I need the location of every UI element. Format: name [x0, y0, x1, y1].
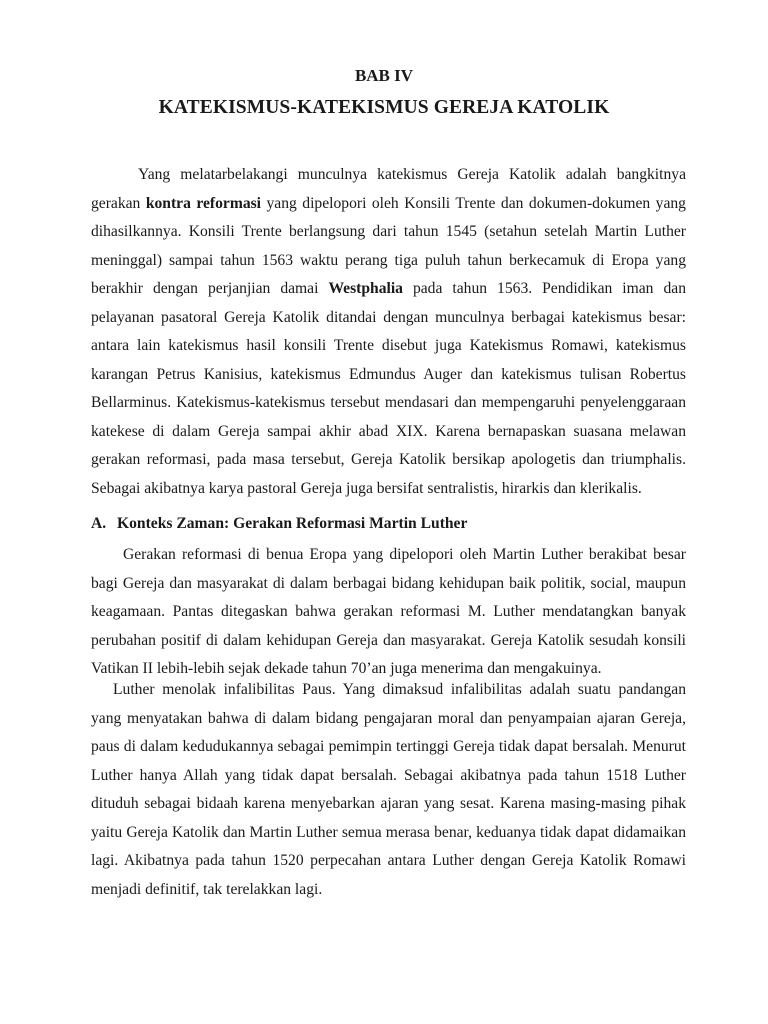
section-a-paragraph-2: Luther menolak infalibilitas Paus. Yang dimaksud infalibilitas adalah suatu pandangan yang menyatakan bahwa di dalam bidang pengajaran moral dan penyampaian ajaran Gereja, paus di dalam kedudukannya sebagai pemimpin tertinggi Gereja tidak dapat bersalah. Menurut Luther hanya Allah yang tidak dapat bersalah. Sebagai akibatnya pada tahun 1518 Luther dituduh sebagai bidaah karena menyebarkan ajaran yang sesat. Karena masing-masing pihak yaitu Gereja Katolik dan Martin Luther semua merasa benar, keduanya tidak dapat didamaikan lagi. Akibatnya pada tahun 1520 perpecahan antara Luther dengan Gereja Katolik Romawi menjadi definitif, tak terelakkan lagi.	[91, 681, 686, 898]
intro-text-part-1: Yang melatarbelakangi munculnya katekismus Gereja Katolik adalah bangkitnya gerakan	[91, 166, 686, 212]
document-title: KATEKISMUS-KATEKISMUS GEREJA KATOLIK	[158, 97, 610, 118]
intro-text-part-3: pada tahun 1563. Pendidikan iman dan pelayanan pasatoral Gereja Katolik ditandai dengan munculnya berbagai katekismus besar: antara lain katekismus hasil konsili Trente disebut juga Katekismus Romawi, katekismus karangan Petrus Kanisius, katekismus Edmundus Auger dan katekismus tulisan Robertus Bellarminus. Katekismus-katekismus tersebut mendasari dan mempengaruhi penyelenggaraan katekese di dalam Gereja sampai akhir abad XIX. Karena bernapaskan suasana melawan gerakan reformasi, pada masa tersebut, Gereja Katolik bersikap apologetis dan triumphalis. Sebagai akibatnya karya pastoral Gereja juga bersifat sentralistis, hirarkis dan klerikalis.	[91, 280, 686, 497]
bold-term-westphalia: Westphalia	[328, 280, 403, 297]
section-a-heading	[91, 515, 467, 533]
section-title: Konteks Zaman: Gerakan Reformasi Martin Luther	[117, 515, 468, 532]
intro-text-part-2: yang dipelopori oleh Konsili Trente dan dokumen-dokumen yang dihasilkannya. Konsili Trente berlangsung dari tahun 1545 (setahun setelah Martin Luther meninggal) sampai tahun 1563 waktu perang tiga puluh tahun berkecamuk di Eropa yang berakhir dengan perjanjian damai	[91, 194, 686, 297]
bold-term-kontra-reformasi: kontra reformasi	[145, 194, 262, 212]
intro-paragraph	[91, 161, 686, 503]
section-a-paragraph-1: Gerakan reformasi di benua Eropa yang dipelopori oleh Martin Luther berakibat besar bagi Gereja dan masyarakat di dalam berbagai bidang kehidupan baik politik, social, maupun keagamaan. Pantas ditegaskan bahwa gerakan reformasi M. Luther mendatangkan banyak perubahan positif di dalam kehidupan Gereja dan masyarakat. Gereja Katolik sesudah konsili Vatikan II lebih-lebih sejak dekade tahun 70’an juga menerima dan mengakuinya.	[91, 546, 686, 677]
section-letter: A.	[91, 515, 107, 532]
chapter-heading: BAB IV	[354, 66, 414, 85]
